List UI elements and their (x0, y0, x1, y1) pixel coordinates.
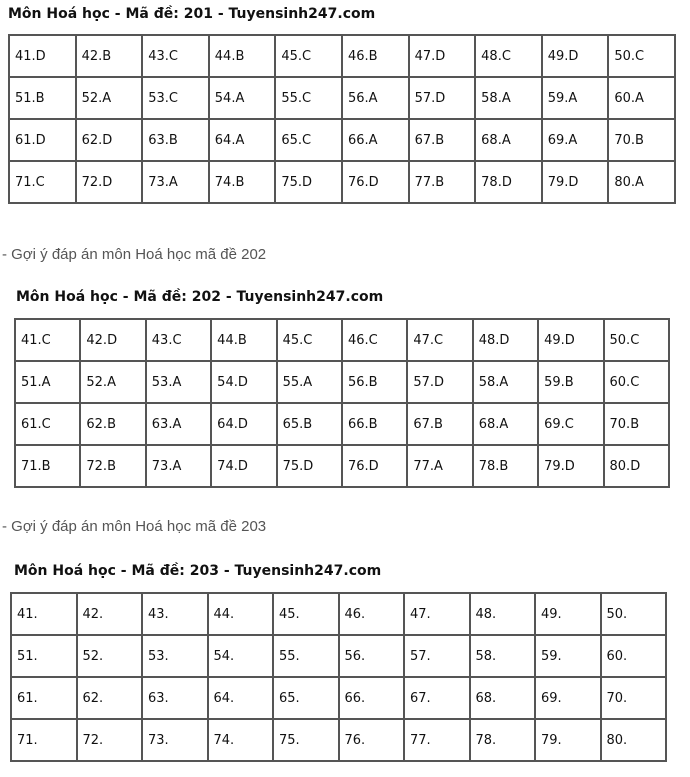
answer-cell: 52.A (76, 77, 143, 119)
answer-cell: 62. (77, 677, 143, 719)
answer-cell: 64.A (209, 119, 276, 161)
answer-cell: 56. (339, 635, 405, 677)
answer-cell: 79. (535, 719, 601, 761)
answer-cell: 46. (339, 593, 405, 635)
answer-cell: 43.C (146, 319, 211, 361)
table-row (9, 161, 675, 203)
answer-cell: 63. (142, 677, 208, 719)
answer-cell: 67.B (407, 403, 472, 445)
table-row (15, 319, 669, 361)
section-note-202: - Gợi ý đáp án môn Hoá học mã đề 202 (2, 246, 267, 263)
answer-cell: 68. (470, 677, 536, 719)
answer-cell: 78.D (475, 161, 542, 203)
answer-cell: 67.B (409, 119, 476, 161)
answer-cell: 58.A (473, 361, 538, 403)
table-row (15, 361, 669, 403)
answer-cell: 80.A (608, 161, 675, 203)
answer-cell: 47. (404, 593, 470, 635)
answer-cell: 68.A (475, 119, 542, 161)
answer-cell: 74. (208, 719, 274, 761)
answer-cell: 56.A (342, 77, 409, 119)
answer-cell: 46.B (342, 35, 409, 77)
answer-cell: 72.D (76, 161, 143, 203)
answer-cell: 47.D (409, 35, 476, 77)
answer-cell: 58.A (475, 77, 542, 119)
answer-cell: 51.A (15, 361, 80, 403)
answer-cell: 51.B (9, 77, 76, 119)
answer-cell: 65.C (275, 119, 342, 161)
answer-cell: 71.B (15, 445, 80, 487)
answer-cell: 41.D (9, 35, 76, 77)
answer-cell: 72.B (80, 445, 145, 487)
section-note-203: - Gợi ý đáp án môn Hoá học mã đề 203 (2, 518, 267, 535)
answer-cell: 58. (470, 635, 536, 677)
table-row (15, 445, 669, 487)
answer-cell: 49.D (538, 319, 603, 361)
answer-cell: 44.B (211, 319, 276, 361)
answer-cell: 65. (273, 677, 339, 719)
answer-cell: 69.A (542, 119, 609, 161)
answer-cell: 69. (535, 677, 601, 719)
answer-cell: 74.B (209, 161, 276, 203)
answer-cell: 74.D (211, 445, 276, 487)
answer-cell: 66. (339, 677, 405, 719)
table-row (11, 635, 666, 677)
answer-cell: 66.B (342, 403, 407, 445)
answer-cell: 76.D (342, 161, 409, 203)
answer-cell: 59.B (538, 361, 603, 403)
table-row (9, 35, 675, 77)
answer-cell: 73.A (146, 445, 211, 487)
answer-cell: 44. (208, 593, 274, 635)
answer-cell: 57.D (407, 361, 472, 403)
answer-cell: 54.D (211, 361, 276, 403)
answer-cell: 62.D (76, 119, 143, 161)
answer-table-203 (10, 592, 667, 762)
answer-cell: 42.B (76, 35, 143, 77)
answer-cell: 59. (535, 635, 601, 677)
answer-cell: 56.B (342, 361, 407, 403)
table-row (11, 719, 666, 761)
answer-cell: 61.D (9, 119, 76, 161)
answer-cell: 80.D (604, 445, 669, 487)
answer-cell: 48.C (475, 35, 542, 77)
table-row (11, 677, 666, 719)
answer-cell: 71. (11, 719, 77, 761)
answer-cell: 48. (470, 593, 536, 635)
answer-cell: 50.C (604, 319, 669, 361)
answer-cell: 70. (601, 677, 667, 719)
answer-cell: 53. (142, 635, 208, 677)
answer-cell: 79.D (538, 445, 603, 487)
answer-cell: 46.C (342, 319, 407, 361)
answer-cell: 50.C (608, 35, 675, 77)
answer-cell: 42. (77, 593, 143, 635)
answer-cell: 65.B (277, 403, 342, 445)
table-row (15, 403, 669, 445)
answer-cell: 59.A (542, 77, 609, 119)
answer-cell: 75. (273, 719, 339, 761)
answer-cell: 41. (11, 593, 77, 635)
table-row (9, 119, 675, 161)
answer-cell: 73.A (142, 161, 209, 203)
answer-cell: 43.C (142, 35, 209, 77)
section-title-201: Môn Hoá học - Mã đề: 201 - Tuyensinh247.com (8, 6, 376, 22)
answer-cell: 57.D (409, 77, 476, 119)
answer-cell: 67. (404, 677, 470, 719)
answer-cell: 60. (601, 635, 667, 677)
answer-cell: 79.D (542, 161, 609, 203)
answer-cell: 75.D (277, 445, 342, 487)
answer-cell: 61. (11, 677, 77, 719)
answer-cell: 66.A (342, 119, 409, 161)
answer-cell: 78.B (473, 445, 538, 487)
answer-cell: 71.C (9, 161, 76, 203)
answer-cell: 53.C (142, 77, 209, 119)
answer-cell: 63.A (146, 403, 211, 445)
answer-cell: 60.C (604, 361, 669, 403)
answer-cell: 69.C (538, 403, 603, 445)
answer-cell: 42.D (80, 319, 145, 361)
answer-cell: 55. (273, 635, 339, 677)
answer-cell: 45.C (275, 35, 342, 77)
answer-cell: 64.D (211, 403, 276, 445)
answer-cell: 76.D (342, 445, 407, 487)
answer-cell: 53.A (146, 361, 211, 403)
answer-cell: 47.C (407, 319, 472, 361)
answer-table-201 (8, 34, 676, 204)
answer-cell: 43. (142, 593, 208, 635)
table-row (11, 593, 666, 635)
answer-cell: 73. (142, 719, 208, 761)
answer-cell: 75.D (275, 161, 342, 203)
answer-cell: 51. (11, 635, 77, 677)
answer-cell: 72. (77, 719, 143, 761)
answer-cell: 55.C (275, 77, 342, 119)
answer-cell: 77.A (407, 445, 472, 487)
answer-cell: 80. (601, 719, 667, 761)
answer-cell: 78. (470, 719, 536, 761)
table-row (9, 77, 675, 119)
answer-cell: 76. (339, 719, 405, 761)
answer-cell: 44.B (209, 35, 276, 77)
answer-cell: 77. (404, 719, 470, 761)
answer-cell: 63.B (142, 119, 209, 161)
answer-cell: 45.C (277, 319, 342, 361)
answer-cell: 60.A (608, 77, 675, 119)
answer-cell: 61.C (15, 403, 80, 445)
answer-table-202 (14, 318, 670, 488)
answer-cell: 62.B (80, 403, 145, 445)
answer-cell: 70.B (608, 119, 675, 161)
answer-cell: 52. (77, 635, 143, 677)
answer-cell: 41.C (15, 319, 80, 361)
answer-cell: 64. (208, 677, 274, 719)
answer-cell: 55.A (277, 361, 342, 403)
answer-cell: 49. (535, 593, 601, 635)
answer-cell: 70.B (604, 403, 669, 445)
answer-cell: 52.A (80, 361, 145, 403)
answer-cell: 68.A (473, 403, 538, 445)
answer-cell: 50. (601, 593, 667, 635)
section-title-203: Môn Hoá học - Mã đề: 203 - Tuyensinh247.com (14, 563, 382, 579)
answer-cell: 54.A (209, 77, 276, 119)
answer-cell: 49.D (542, 35, 609, 77)
answer-cell: 77.B (409, 161, 476, 203)
answer-cell: 48.D (473, 319, 538, 361)
section-title-202: Môn Hoá học - Mã đề: 202 - Tuyensinh247.com (16, 289, 384, 305)
answer-cell: 45. (273, 593, 339, 635)
answer-cell: 57. (404, 635, 470, 677)
answer-cell: 54. (208, 635, 274, 677)
